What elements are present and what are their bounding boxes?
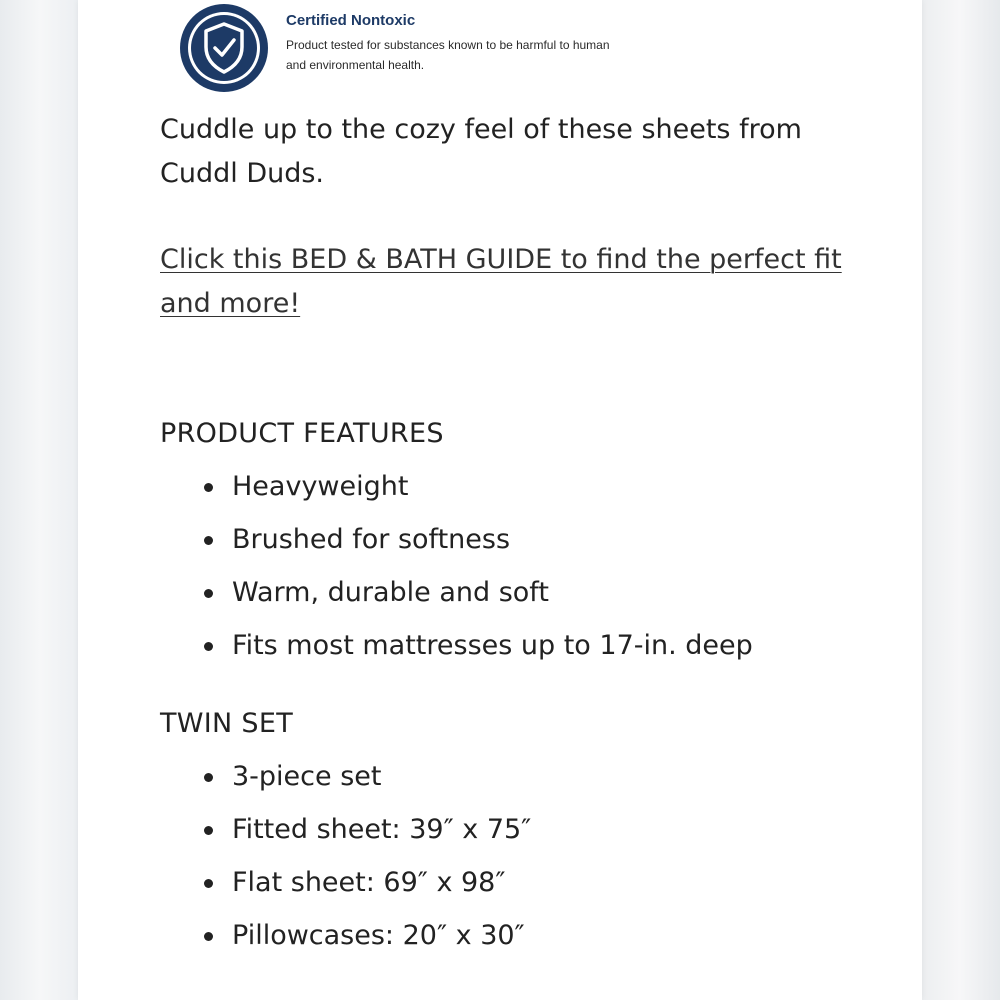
list-item bbox=[204, 566, 880, 619]
bullet-icon bbox=[204, 536, 213, 545]
product-features-heading: PRODUCT FEATURES bbox=[160, 418, 444, 449]
list-item bbox=[204, 909, 880, 962]
bed-bath-guide-link[interactable]: Click this BED & BATH GUIDE to find the perfect fit and more! bbox=[160, 244, 842, 319]
bullet-icon bbox=[204, 879, 213, 888]
list-item-text: Brushed for softness bbox=[232, 524, 511, 555]
certified-nontoxic-badge bbox=[178, 0, 608, 96]
bullet-icon bbox=[204, 773, 213, 782]
bullet-icon bbox=[204, 826, 213, 835]
description-content bbox=[160, 108, 880, 962]
badge-text bbox=[286, 12, 626, 75]
twin-set-list bbox=[160, 750, 880, 962]
product-features-list bbox=[160, 460, 880, 672]
list-item-text: Fitted sheet: 39″ x 75″ bbox=[232, 814, 532, 845]
badge-title: Certified Nontoxic bbox=[286, 11, 416, 29]
list-item-text: Heavyweight bbox=[232, 471, 409, 502]
list-item-text: Flat sheet: 69″ x 98″ bbox=[232, 867, 506, 898]
list-item bbox=[204, 619, 880, 672]
shield-check-icon bbox=[178, 2, 270, 94]
list-item-text: Warm, durable and soft bbox=[232, 577, 549, 608]
bullet-icon bbox=[204, 932, 213, 941]
list-item-text: Fits most mattresses up to 17-in. deep bbox=[232, 630, 753, 661]
bullet-icon bbox=[204, 483, 213, 492]
list-item-text: 3-piece set bbox=[232, 761, 382, 792]
list-item bbox=[204, 513, 880, 566]
list-item bbox=[204, 460, 880, 513]
list-item-text: Pillowcases: 20″ x 30″ bbox=[232, 920, 525, 951]
bullet-icon bbox=[204, 589, 213, 598]
badge-description: Product tested for substances known to be harmful to human and environmental health. bbox=[286, 37, 610, 72]
list-item bbox=[204, 803, 880, 856]
bullet-icon bbox=[204, 642, 213, 651]
intro-text: Cuddle up to the cozy feel of these sheets from Cuddl Duds. bbox=[160, 114, 802, 189]
list-item bbox=[204, 856, 880, 909]
list-item bbox=[204, 750, 880, 803]
product-description-panel bbox=[78, 0, 922, 1000]
twin-set-heading: TWIN SET bbox=[160, 708, 294, 739]
